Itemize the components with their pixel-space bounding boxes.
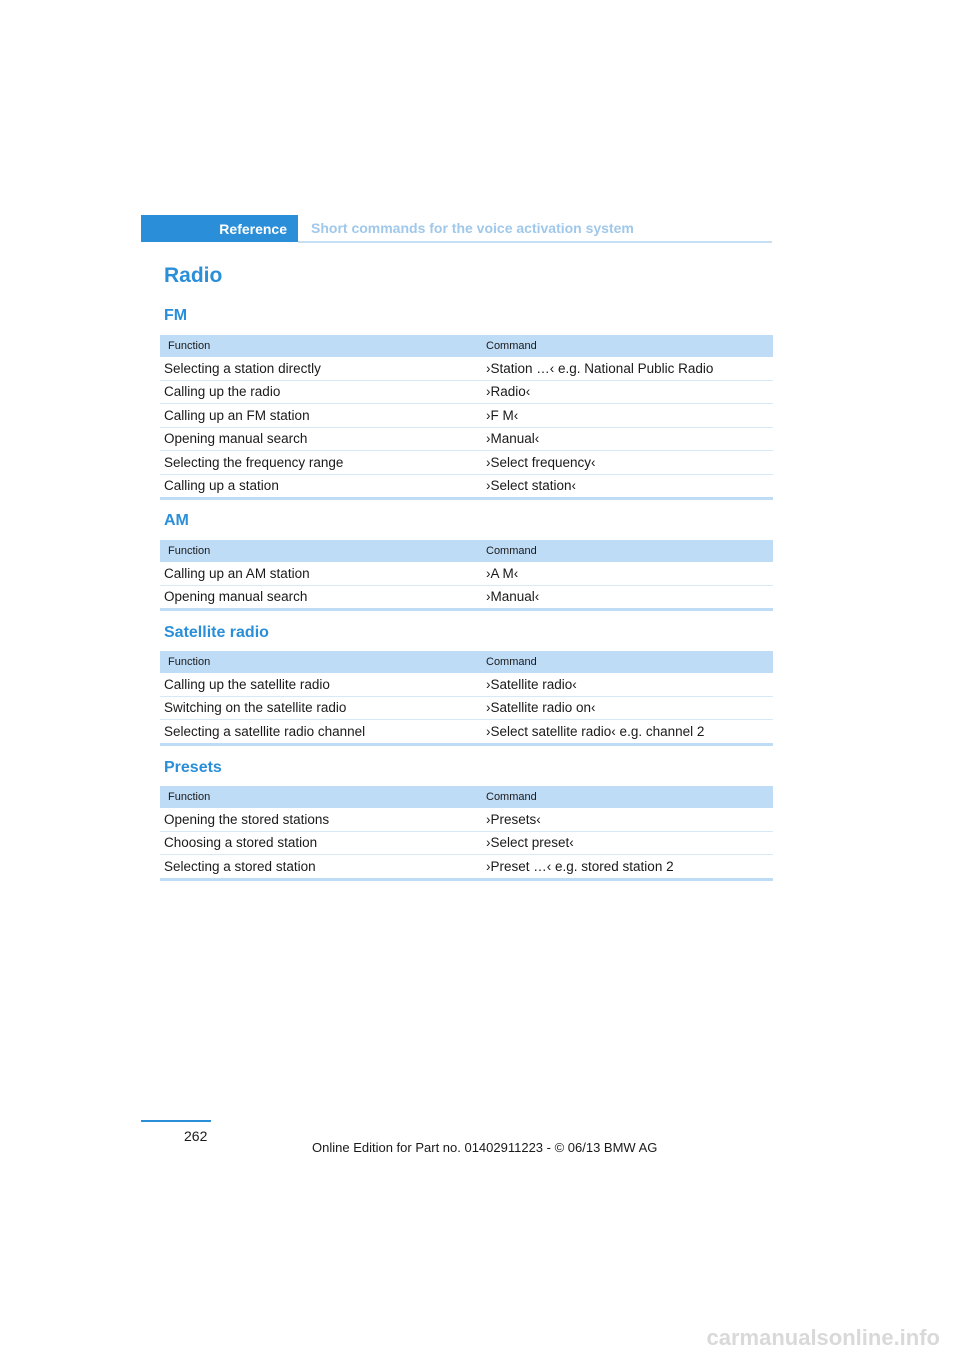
fm-table (160, 335, 773, 500)
table-header-row (160, 335, 773, 357)
function-cell: Choosing a stored station (160, 831, 476, 855)
col-command-header: Command (476, 335, 773, 357)
table-row (160, 720, 773, 745)
header-divider (298, 241, 772, 243)
presets-heading: Presets (164, 759, 222, 776)
satellite-table (160, 651, 773, 746)
function-cell: Selecting a station directly (160, 357, 476, 380)
fm-heading: FM (164, 307, 188, 324)
command-cell: ›Satellite radio on‹ (476, 696, 773, 720)
command-cell: ›Preset …‹ e.g. stored station 2 (476, 855, 773, 880)
satellite-heading: Satellite radio (164, 624, 269, 641)
command-cell: ›Presets‹ (476, 808, 773, 831)
command-cell: ›Select frequency‹ (476, 451, 773, 475)
am-table (160, 540, 773, 611)
col-command-header: Command (476, 651, 773, 673)
col-function-header: Function (160, 651, 476, 673)
page-title: Radio (164, 264, 223, 287)
table-row (160, 831, 773, 855)
command-cell: ›F M‹ (476, 404, 773, 428)
watermark: carmanualsonline.info (706, 1325, 940, 1350)
function-cell: Calling up an AM station (160, 562, 476, 585)
command-cell: ›A M‹ (476, 562, 773, 585)
table-header-row (160, 786, 773, 808)
command-cell: ›Station …‹ e.g. National Public Radio (476, 357, 773, 380)
col-command-header: Command (476, 540, 773, 562)
table-row (160, 696, 773, 720)
function-cell: Opening the stored stations (160, 808, 476, 831)
table-row (160, 380, 773, 404)
table-row (160, 673, 773, 696)
function-cell: Calling up the satellite radio (160, 673, 476, 696)
table-row (160, 357, 773, 380)
col-command-header: Command (476, 786, 773, 808)
function-cell: Selecting a stored station (160, 855, 476, 880)
footer-edition: Online Edition for Part no. 01402911223 - © 06/13 BMW AG (312, 1140, 658, 1155)
table-row (160, 562, 773, 585)
command-cell: ›Satellite radio‹ (476, 673, 773, 696)
function-cell: Calling up an FM station (160, 404, 476, 428)
am-heading: AM (164, 512, 189, 529)
table-row (160, 855, 773, 880)
command-cell: ›Radio‹ (476, 380, 773, 404)
table-row (160, 451, 773, 475)
page-number: 262 (184, 1128, 208, 1144)
command-cell: ›Manual‹ (476, 585, 773, 610)
table-row (160, 427, 773, 451)
presets-table (160, 786, 773, 881)
function-cell: Selecting the frequency range (160, 451, 476, 475)
col-function-header: Function (160, 540, 476, 562)
col-function-header: Function (160, 786, 476, 808)
table-row (160, 474, 773, 499)
function-cell: Calling up the radio (160, 380, 476, 404)
command-cell: ›Select satellite radio‹ e.g. channel 2 (476, 720, 773, 745)
footer-divider (141, 1120, 211, 1122)
col-function-header: Function (160, 335, 476, 357)
table-row (160, 404, 773, 428)
function-cell: Switching on the satellite radio (160, 696, 476, 720)
command-cell: ›Select station‹ (476, 474, 773, 499)
table-row (160, 585, 773, 610)
function-cell: Selecting a satellite radio channel (160, 720, 476, 745)
table-row (160, 808, 773, 831)
header-title: Short commands for the voice activation system (311, 220, 634, 236)
table-header-row (160, 540, 773, 562)
function-cell: Calling up a station (160, 474, 476, 499)
header-tab: Reference (141, 215, 298, 242)
command-cell: ›Select preset‹ (476, 831, 773, 855)
command-cell: ›Manual‹ (476, 427, 773, 451)
function-cell: Opening manual search (160, 585, 476, 610)
table-header-row (160, 651, 773, 673)
function-cell: Opening manual search (160, 427, 476, 451)
